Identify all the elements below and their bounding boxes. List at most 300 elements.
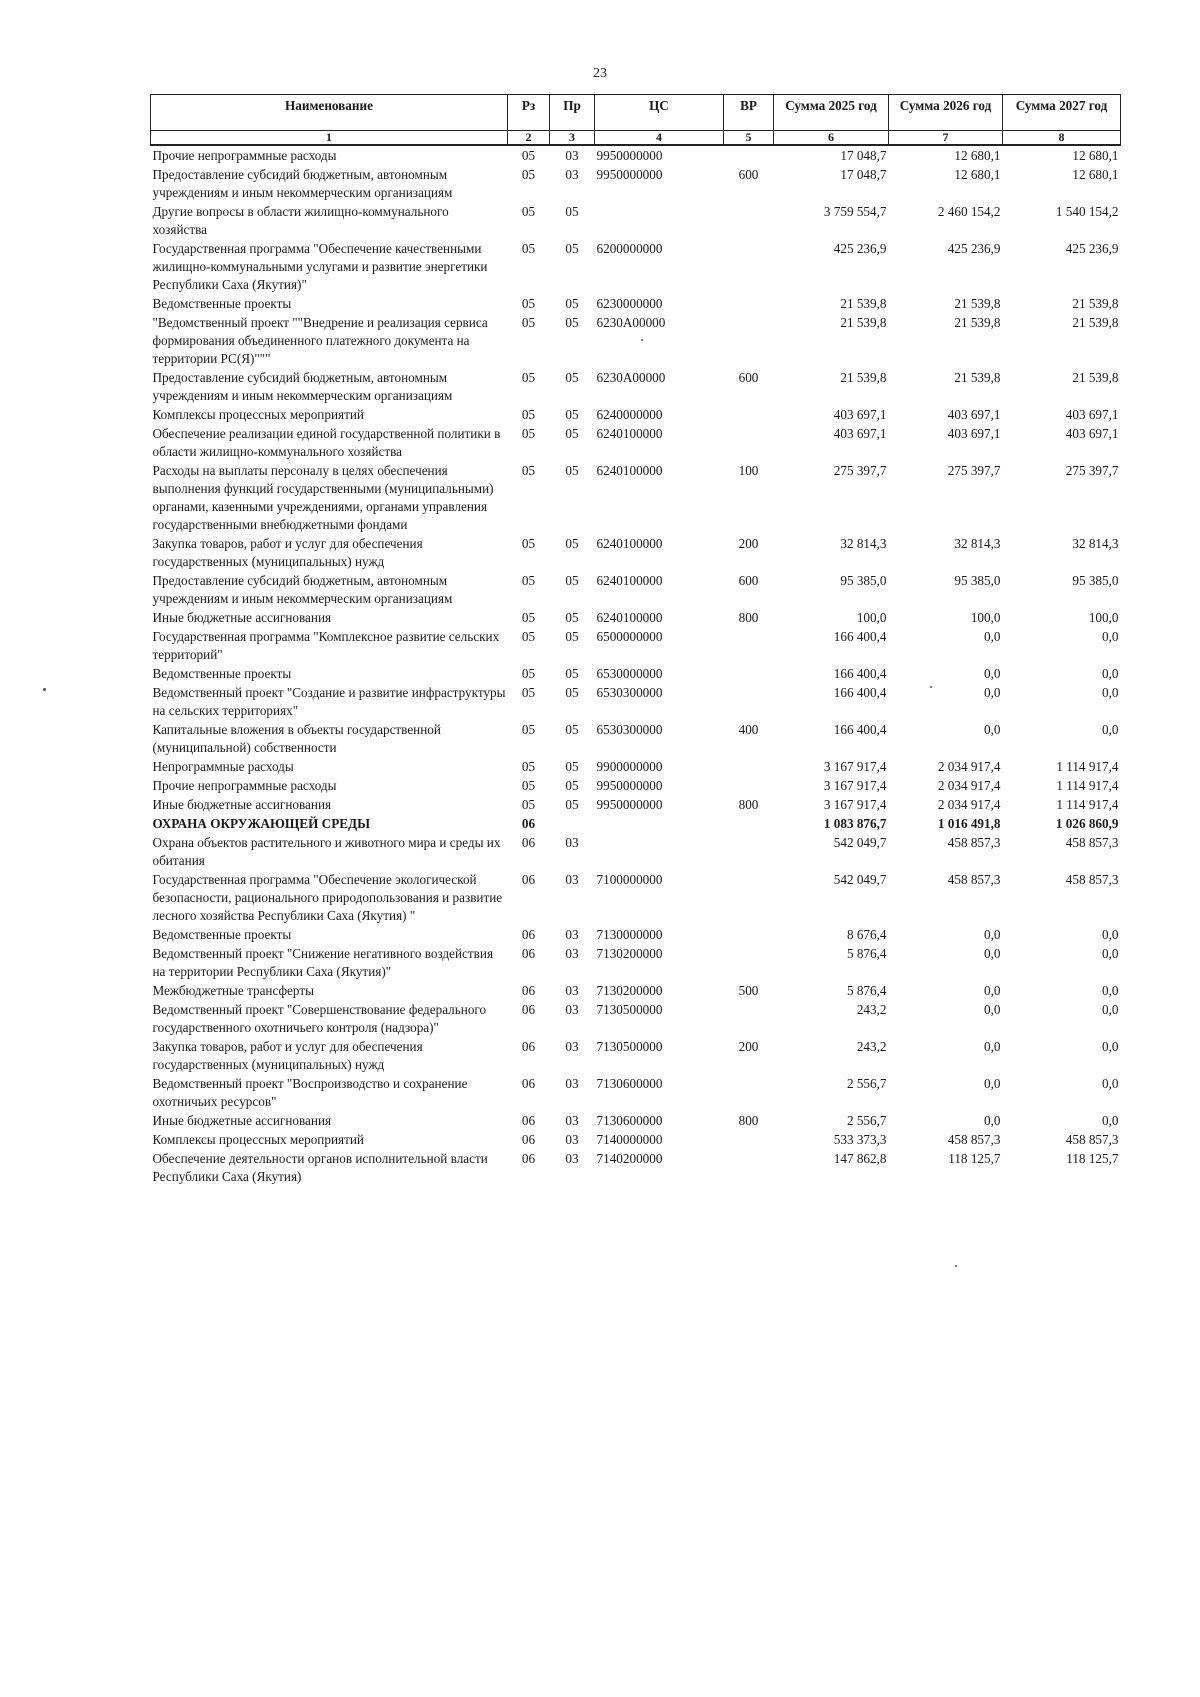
row-sum-2027: 1 114 917,4 [1056,759,1119,774]
row-sum-2025: 8 676,4 [846,927,887,942]
table-row [151,757,1121,776]
row-sum-2027: 458 857,3 [1065,835,1119,850]
row-vr: 800 [738,610,759,625]
table-row [151,608,1121,627]
row-cs: 7140200000 [596,1151,663,1166]
row-rz: 05 [521,722,536,737]
row-name: Предоставление субсидий бюджетным, автономным учреждениям и иным некоммерческим организациям [152,573,453,606]
row-name: Ведомственный проект "Снижение негативного воздействия на территории Республики Саха (Якутия)" [152,946,494,979]
column-number: 5 [724,131,774,146]
row-sum-2027: 1 114 917,4 [1056,797,1119,812]
table-header-row [151,95,1121,131]
row-vr [724,833,774,870]
row-sum-2026: 2 460 154,2 [937,204,1001,219]
row-pr: 03 [565,1039,579,1054]
row-sum-2027: 1 026 860,9 [1055,816,1119,831]
row-cs: 7130000000 [596,927,663,942]
row-sum-2027: 12 680,1 [1072,148,1119,163]
row-rz: 06 [521,1113,536,1128]
row-sum-2027: 1 540 154,2 [1055,204,1119,219]
row-sum-2025: 17 048,7 [840,148,887,163]
row-name: Ведомственный проект "Совершенствование федерального государственного охотничьего контроля (надзора)" [152,1002,487,1035]
row-pr: 05 [565,666,579,681]
table-row [151,1130,1121,1149]
row-sum-2025: 5 876,4 [846,946,887,961]
row-rz: 06 [521,1132,536,1147]
row-sum-2026: 2 034 917,4 [937,797,1001,812]
row-name: Государственная программа "Обеспечение качественными жилищно-коммунальными услугами и развитие энергетики Республики Саха (Якутия)" [152,241,488,292]
row-rz: 05 [521,204,536,219]
table-row [151,1037,1121,1074]
row-sum-2027: 118 125,7 [1066,1151,1119,1166]
row-pr: 03 [565,927,579,942]
row-cs: 6500000000 [596,629,663,644]
row-vr: 200 [738,536,759,551]
row-rz: 06 [521,835,536,850]
row-name: Расходы на выплаты персоналу в целях обеспечения выполнения функций государственными (муниципальными) органами, казенными учреждениями, органами управления государственными внебюджетными фондами [152,463,494,532]
row-pr: 05 [565,463,579,478]
row-sum-2027: 0,0 [1102,946,1119,961]
row-rz: 05 [521,426,536,441]
row-sum-2026: 425 236,9 [947,241,1001,256]
row-cs: 6240100000 [596,463,663,478]
row-sum-2026: 21 539,8 [954,296,1001,311]
row-sum-2027: 0,0 [1102,1076,1119,1091]
row-vr [724,294,774,313]
row-vr [724,627,774,664]
column-number: 6 [774,131,889,146]
row-sum-2027: 21 539,8 [1072,370,1119,385]
row-cs: 7130600000 [596,1113,663,1128]
row-sum-2027: 425 236,9 [1065,241,1119,256]
row-name: Ведомственный проект "Воспроизводство и сохранение охотничьих ресурсов" [152,1076,468,1109]
column-number: 2 [508,131,550,146]
row-sum-2026: 403 697,1 [947,426,1001,441]
row-pr: 05 [565,722,579,737]
row-name: Иные бюджетные ассигнования [152,1113,332,1128]
row-cs: 7130200000 [596,983,663,998]
row-pr: 05 [565,759,579,774]
column-number: 4 [595,131,724,146]
header-rz: Рз [508,95,550,131]
table-row [151,294,1121,313]
row-pr: 05 [565,685,579,700]
row-sum-2026: 0,0 [984,629,1001,644]
row-vr [724,1000,774,1037]
row-name: Иные бюджетные ассигнования [152,797,332,812]
row-sum-2026: 458 857,3 [947,1132,1001,1147]
row-sum-2026: 0,0 [984,983,1001,998]
row-sum-2025: 95 385,0 [840,573,887,588]
row-rz: 05 [521,666,536,681]
row-pr: 05 [565,370,579,385]
row-vr: 600 [738,167,759,182]
table-row [151,870,1121,925]
row-sum-2026: 0,0 [984,1076,1001,1091]
row-cs [595,202,724,239]
row-cs: 6200000000 [596,241,663,256]
row-pr: 05 [565,204,579,219]
column-number: 3 [550,131,595,146]
row-vr [724,870,774,925]
row-vr: 800 [738,1113,759,1128]
row-cs: 6230000000 [596,296,663,311]
header-sum-2026: Сумма 2026 год [889,95,1003,131]
row-pr: 03 [565,1113,579,1128]
row-sum-2025: 243,2 [856,1039,887,1054]
row-pr: 03 [565,946,579,961]
table-row [151,145,1121,165]
row-sum-2027: 95 385,0 [1072,573,1119,588]
row-sum-2025: 3 167 917,4 [823,778,887,793]
budget-table [150,94,1121,1186]
row-sum-2027: 0,0 [1102,666,1119,681]
row-cs: 6530300000 [596,722,663,737]
row-vr: 200 [738,1039,759,1054]
row-name: Иные бюджетные ассигнования [152,610,332,625]
table-row [151,1000,1121,1037]
row-pr: 05 [565,573,579,588]
row-name: Предоставление субсидий бюджетным, автономным учреждениям и иным некоммерческим организациям [152,167,453,200]
row-name: Комплексы процессных мероприятий [152,407,364,422]
row-cs: 6530000000 [596,666,663,681]
row-cs: 7130600000 [596,1076,663,1091]
table-row [151,720,1121,757]
row-pr: 03 [565,167,579,182]
row-cs: 6240100000 [596,536,663,551]
table-row [151,424,1121,461]
row-sum-2025: 533 373,3 [833,1132,887,1147]
row-cs: 7130500000 [596,1039,663,1054]
row-sum-2026: 32 814,3 [954,536,1001,551]
table-row [151,981,1121,1000]
row-sum-2027: 458 857,3 [1065,1132,1119,1147]
row-name: Ведомственный проект "Создание и развитие инфраструктуры на сельских территориях" [152,685,506,718]
row-name: Комплексы процессных мероприятий [152,1132,364,1147]
row-sum-2026: 0,0 [984,1002,1001,1017]
row-pr: 05 [565,797,579,812]
table-row [151,833,1121,870]
row-pr: 05 [565,536,579,551]
row-sum-2025: 425 236,9 [833,241,887,256]
row-sum-2025: 3 167 917,4 [823,759,887,774]
row-pr: 05 [565,610,579,625]
table-row [151,627,1121,664]
row-vr [724,239,774,294]
row-vr: 100 [738,463,759,478]
row-sum-2026: 0,0 [984,1113,1001,1128]
header-sum-2027: Сумма 2027 год [1003,95,1121,131]
row-vr [724,1130,774,1149]
row-sum-2026: 403 697,1 [947,407,1001,422]
row-sum-2025: 243,2 [856,1002,887,1017]
row-sum-2026: 0,0 [984,666,1001,681]
row-pr [550,814,595,833]
row-rz: 05 [521,685,536,700]
row-sum-2025: 1 083 876,7 [823,816,887,831]
row-cs [595,814,724,833]
row-name: Обеспечение деятельности органов исполнительной власти Республики Саха (Якутия) [152,1151,488,1184]
row-sum-2027: 458 857,3 [1065,872,1119,887]
row-name: Государственная программа "Комплексное развитие сельских территорий" [152,629,500,662]
row-pr: 03 [565,835,579,850]
row-rz: 06 [521,1151,536,1166]
row-pr: 03 [565,1151,579,1166]
row-rz: 06 [521,1002,536,1017]
row-cs: 7100000000 [596,872,663,887]
row-cs: 9950000000 [596,148,663,163]
table-row [151,795,1121,814]
table-row [151,1111,1121,1130]
header-cs: ЦС [595,95,724,131]
table-row [151,814,1121,833]
table-row [151,944,1121,981]
row-vr [724,145,774,165]
row-pr: 03 [565,148,579,163]
row-name: Закупка товаров, работ и услуг для обеспечения государственных (муниципальных) нужд [152,536,423,569]
row-pr: 05 [565,629,579,644]
row-sum-2025: 166 400,4 [833,666,887,681]
row-sum-2027: 0,0 [1102,983,1119,998]
table-row [151,461,1121,534]
row-sum-2025: 32 814,3 [840,536,887,551]
row-name: Непрограммные расходы [152,759,294,774]
row-rz: 05 [521,797,536,812]
row-sum-2025: 403 697,1 [833,426,887,441]
row-cs: 9950000000 [596,167,663,182]
row-rz: 05 [521,573,536,588]
row-rz: 06 [521,816,536,831]
row-name: Государственная программа "Обеспечение экологической безопасности, рационального природопользования и развитие лесного хозяйства Республики Саха (Якутия) " [152,872,503,923]
row-vr: 400 [738,722,759,737]
scan-speck [641,339,643,341]
row-sum-2027: 0,0 [1102,685,1119,700]
row-vr [724,757,774,776]
row-sum-2027: 0,0 [1102,1039,1119,1054]
row-cs: 9900000000 [596,759,663,774]
row-vr [724,424,774,461]
row-rz: 05 [521,610,536,625]
row-vr [724,814,774,833]
row-sum-2027: 0,0 [1102,1113,1119,1128]
table-row [151,202,1121,239]
row-sum-2026: 95 385,0 [954,573,1001,588]
row-sum-2026: 0,0 [984,946,1001,961]
row-cs [595,833,724,870]
row-cs: 7140000000 [596,1132,663,1147]
table-row [151,664,1121,683]
row-cs: 7130200000 [596,946,663,961]
row-sum-2027: 0,0 [1102,927,1119,942]
row-vr [724,776,774,795]
row-cs: 6230А00000 [596,315,666,330]
scan-speck [955,1265,957,1267]
row-name: Ведомственные проекты [152,666,292,681]
row-cs: 7130500000 [596,1002,663,1017]
row-sum-2025: 5 876,4 [846,983,887,998]
row-pr: 03 [565,983,579,998]
row-rz: 06 [521,1039,536,1054]
row-rz: 06 [521,983,536,998]
scan-speck [43,688,46,691]
table-row [151,1074,1121,1111]
row-sum-2026: 118 125,7 [948,1151,1001,1166]
table-row [151,405,1121,424]
row-sum-2026: 1 016 491,8 [937,816,1001,831]
header-name: Наименование [151,95,508,131]
row-name: Капитальные вложения в объекты государственной (муниципальной) собственности [152,722,441,755]
row-sum-2027: 100,0 [1088,610,1119,625]
row-sum-2027: 0,0 [1102,629,1119,644]
row-cs: 6240000000 [596,407,663,422]
row-sum-2026: 0,0 [984,1039,1001,1054]
row-cs: 6240100000 [596,426,663,441]
row-sum-2025: 100,0 [856,610,887,625]
row-name: Другие вопросы в области жилищно-коммунального хозяйства [152,204,449,237]
header-sum-2025: Сумма 2025 год [774,95,889,131]
row-name: "Ведомственный проект ""Внедрение и реализация сервиса формирования объединенного платежного документа на территории РС(Я)""" [152,315,488,366]
row-sum-2026: 100,0 [970,610,1001,625]
column-number-row [151,131,1121,146]
row-name: Ведомственные проекты [152,296,292,311]
row-rz: 06 [521,927,536,942]
table-row [151,683,1121,720]
row-sum-2025: 2 556,7 [846,1076,887,1091]
row-rz: 05 [521,167,536,182]
row-rz: 05 [521,296,536,311]
row-name: Межбюджетные трансферты [152,983,314,998]
row-rz: 05 [521,759,536,774]
row-sum-2026: 0,0 [984,685,1001,700]
row-sum-2027: 12 680,1 [1072,167,1119,182]
row-sum-2027: 1 114 917,4 [1056,778,1119,793]
row-rz: 06 [521,946,536,961]
page-number: 23 [593,66,607,81]
row-cs: 6230А00000 [596,370,666,385]
table-row [151,925,1121,944]
row-sum-2025: 166 400,4 [833,685,887,700]
row-sum-2026: 2 034 917,4 [937,759,1001,774]
table-row [151,571,1121,608]
row-cs: 6240100000 [596,610,663,625]
row-rz: 06 [521,1076,536,1091]
row-rz: 05 [521,407,536,422]
row-sum-2026: 458 857,3 [947,872,1001,887]
row-cs: 6240100000 [596,573,663,588]
row-sum-2025: 275 397,7 [833,463,887,478]
row-vr [724,405,774,424]
row-name: Обеспечение реализации единой государственной политики в области жилищно-коммунального хозяйства [152,426,501,459]
row-pr: 05 [565,778,579,793]
row-sum-2025: 21 539,8 [840,315,887,330]
row-sum-2027: 0,0 [1102,722,1119,737]
row-vr [724,313,774,368]
table-row [151,368,1121,405]
row-sum-2025: 21 539,8 [840,370,887,385]
row-vr [724,664,774,683]
row-pr: 03 [565,872,579,887]
row-sum-2026: 2 034 917,4 [937,778,1001,793]
column-number: 8 [1003,131,1121,146]
row-name: Охрана объектов растительного и животного мира и среды их обитания [152,835,501,868]
row-vr: 800 [738,797,759,812]
row-sum-2025: 2 556,7 [846,1113,887,1128]
row-rz: 05 [521,315,536,330]
table-row [151,534,1121,571]
row-sum-2025: 147 862,8 [833,1151,887,1166]
row-pr: 05 [565,426,579,441]
row-vr [724,202,774,239]
row-name: Прочие непрограммные расходы [152,148,337,163]
row-cs: 6530300000 [596,685,663,700]
row-sum-2026: 21 539,8 [954,370,1001,385]
row-sum-2025: 166 400,4 [833,722,887,737]
row-vr: 500 [738,983,759,998]
row-pr: 03 [565,1076,579,1091]
row-rz: 05 [521,778,536,793]
row-pr: 05 [565,315,579,330]
scan-speck [930,686,932,688]
row-sum-2025: 542 049,7 [833,872,887,887]
row-sum-2027: 403 697,1 [1065,407,1119,422]
row-sum-2027: 21 539,8 [1072,315,1119,330]
row-sum-2026: 21 539,8 [954,315,1001,330]
header-pr: Пр [550,95,595,131]
row-vr [724,925,774,944]
row-rz: 05 [521,536,536,551]
row-sum-2025: 542 049,7 [833,835,887,850]
row-vr [724,944,774,981]
row-sum-2025: 166 400,4 [833,629,887,644]
row-sum-2026: 12 680,1 [954,148,1001,163]
row-sum-2027: 21 539,8 [1072,296,1119,311]
table-row [151,776,1121,795]
table-row [151,313,1121,368]
row-vr [724,683,774,720]
row-pr: 03 [565,1002,579,1017]
row-sum-2027: 403 697,1 [1065,426,1119,441]
row-rz: 05 [521,241,536,256]
row-sum-2026: 458 857,3 [947,835,1001,850]
table-row [151,165,1121,202]
row-vr [724,1149,774,1186]
row-rz: 05 [521,148,536,163]
row-sum-2025: 403 697,1 [833,407,887,422]
table-row [151,239,1121,294]
row-name: Прочие непрограммные расходы [152,778,337,793]
table-body [151,145,1121,1186]
row-sum-2027: 32 814,3 [1072,536,1119,551]
row-vr [724,1074,774,1111]
row-rz: 06 [521,872,536,887]
row-sum-2025: 3 759 554,7 [823,204,887,219]
row-rz: 05 [521,463,536,478]
row-sum-2025: 3 167 917,4 [823,797,887,812]
row-cs: 9950000000 [596,778,663,793]
row-sum-2026: 12 680,1 [954,167,1001,182]
row-vr: 600 [738,573,759,588]
row-sum-2027: 0,0 [1102,1002,1119,1017]
row-rz: 05 [521,370,536,385]
row-name: Предоставление субсидий бюджетным, автономным учреждениям и иным некоммерческим организациям [152,370,453,403]
row-sum-2025: 21 539,8 [840,296,887,311]
row-sum-2025: 17 048,7 [840,167,887,182]
row-pr: 03 [565,1132,579,1147]
row-name: Закупка товаров, работ и услуг для обеспечения государственных (муниципальных) нужд [152,1039,423,1072]
row-sum-2026: 0,0 [984,722,1001,737]
row-pr: 05 [565,407,579,422]
column-number: 7 [889,131,1003,146]
